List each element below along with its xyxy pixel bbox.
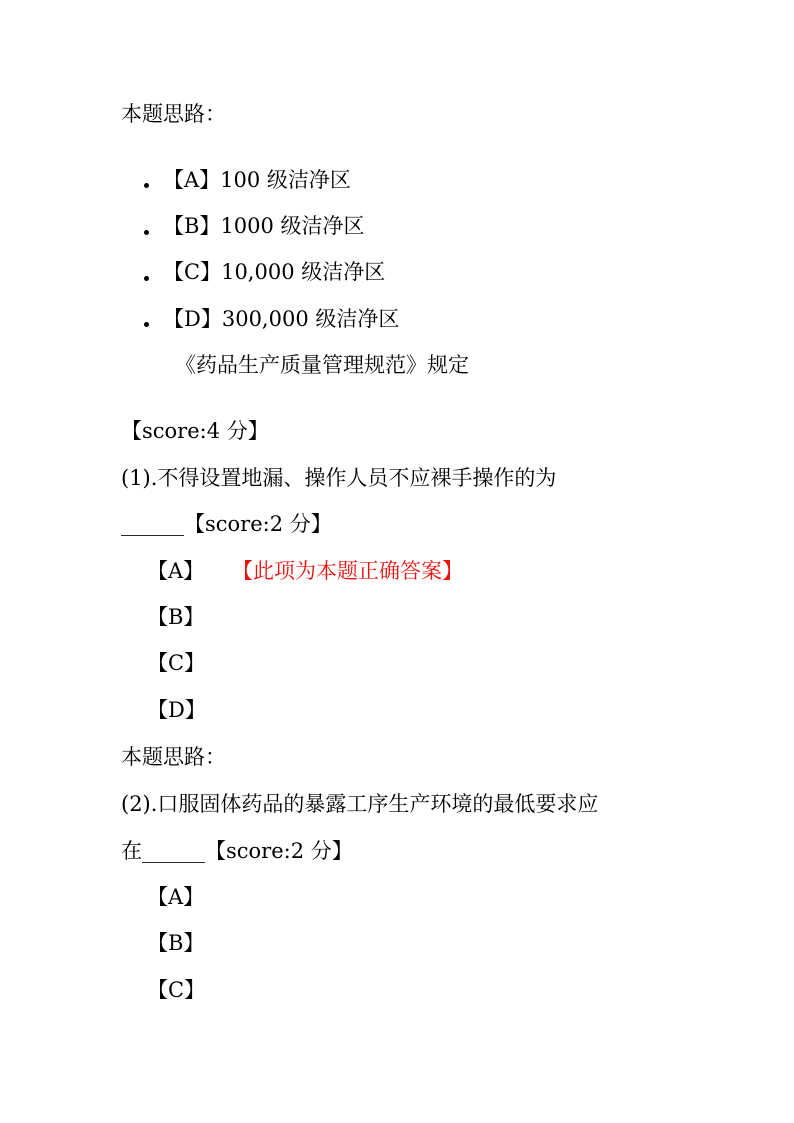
option-key: 【A】 bbox=[147, 559, 205, 583]
analysis-note: 《药品生产质量管理规范》规定 bbox=[175, 353, 469, 377]
option-key: 【C】 bbox=[147, 978, 206, 1002]
option-text: 10,000 级洁净区 bbox=[221, 260, 386, 284]
q1-option-c bbox=[147, 650, 205, 676]
option-key: 【C】 bbox=[147, 651, 206, 675]
correct-answer-marker: 【此项为本题正确答案】 bbox=[232, 559, 463, 583]
q2-option-c bbox=[147, 977, 205, 1003]
option-key: 【B】 bbox=[147, 931, 205, 955]
option-key: 【D】 bbox=[147, 698, 206, 722]
question-1-text: (1).不得设置地漏、操作人员不应裸手操作的为 bbox=[121, 466, 557, 490]
question-2-blank-score: 在______【score:2 分】 bbox=[121, 839, 353, 863]
option-text: 100 级洁净区 bbox=[220, 168, 351, 192]
option-d bbox=[163, 306, 399, 332]
bullet-icon bbox=[144, 230, 149, 235]
option-key: 【C】 bbox=[163, 260, 222, 284]
option-key: 【B】 bbox=[163, 214, 221, 238]
question-1-blank-score: ______【score:2 分】 bbox=[121, 512, 332, 536]
q2-option-b bbox=[147, 930, 204, 956]
option-key: 【B】 bbox=[147, 605, 205, 629]
option-text: 300,000 级洁净区 bbox=[221, 307, 400, 331]
bullet-icon bbox=[144, 276, 149, 281]
option-c bbox=[163, 259, 385, 285]
q1-option-a bbox=[147, 558, 204, 584]
option-key: 【A】 bbox=[163, 168, 221, 192]
group-score: 【score:4 分】 bbox=[121, 419, 269, 443]
bullet-icon bbox=[144, 322, 149, 327]
option-a bbox=[163, 167, 351, 193]
option-text: 1000 级洁净区 bbox=[220, 214, 365, 238]
q2-option-a bbox=[147, 884, 204, 910]
q1-option-b bbox=[147, 604, 204, 630]
option-b bbox=[163, 213, 365, 239]
question-2-text: (2).口服固体药品的暴露工序生产环境的最低要求应 bbox=[121, 792, 599, 816]
bullet-icon bbox=[144, 183, 149, 188]
option-key: 【A】 bbox=[147, 885, 205, 909]
q1-analysis-label: 本题思路： bbox=[121, 745, 226, 769]
analysis-label: 本题思路： bbox=[121, 102, 226, 126]
q1-option-d bbox=[147, 697, 206, 723]
option-key: 【D】 bbox=[163, 307, 222, 331]
